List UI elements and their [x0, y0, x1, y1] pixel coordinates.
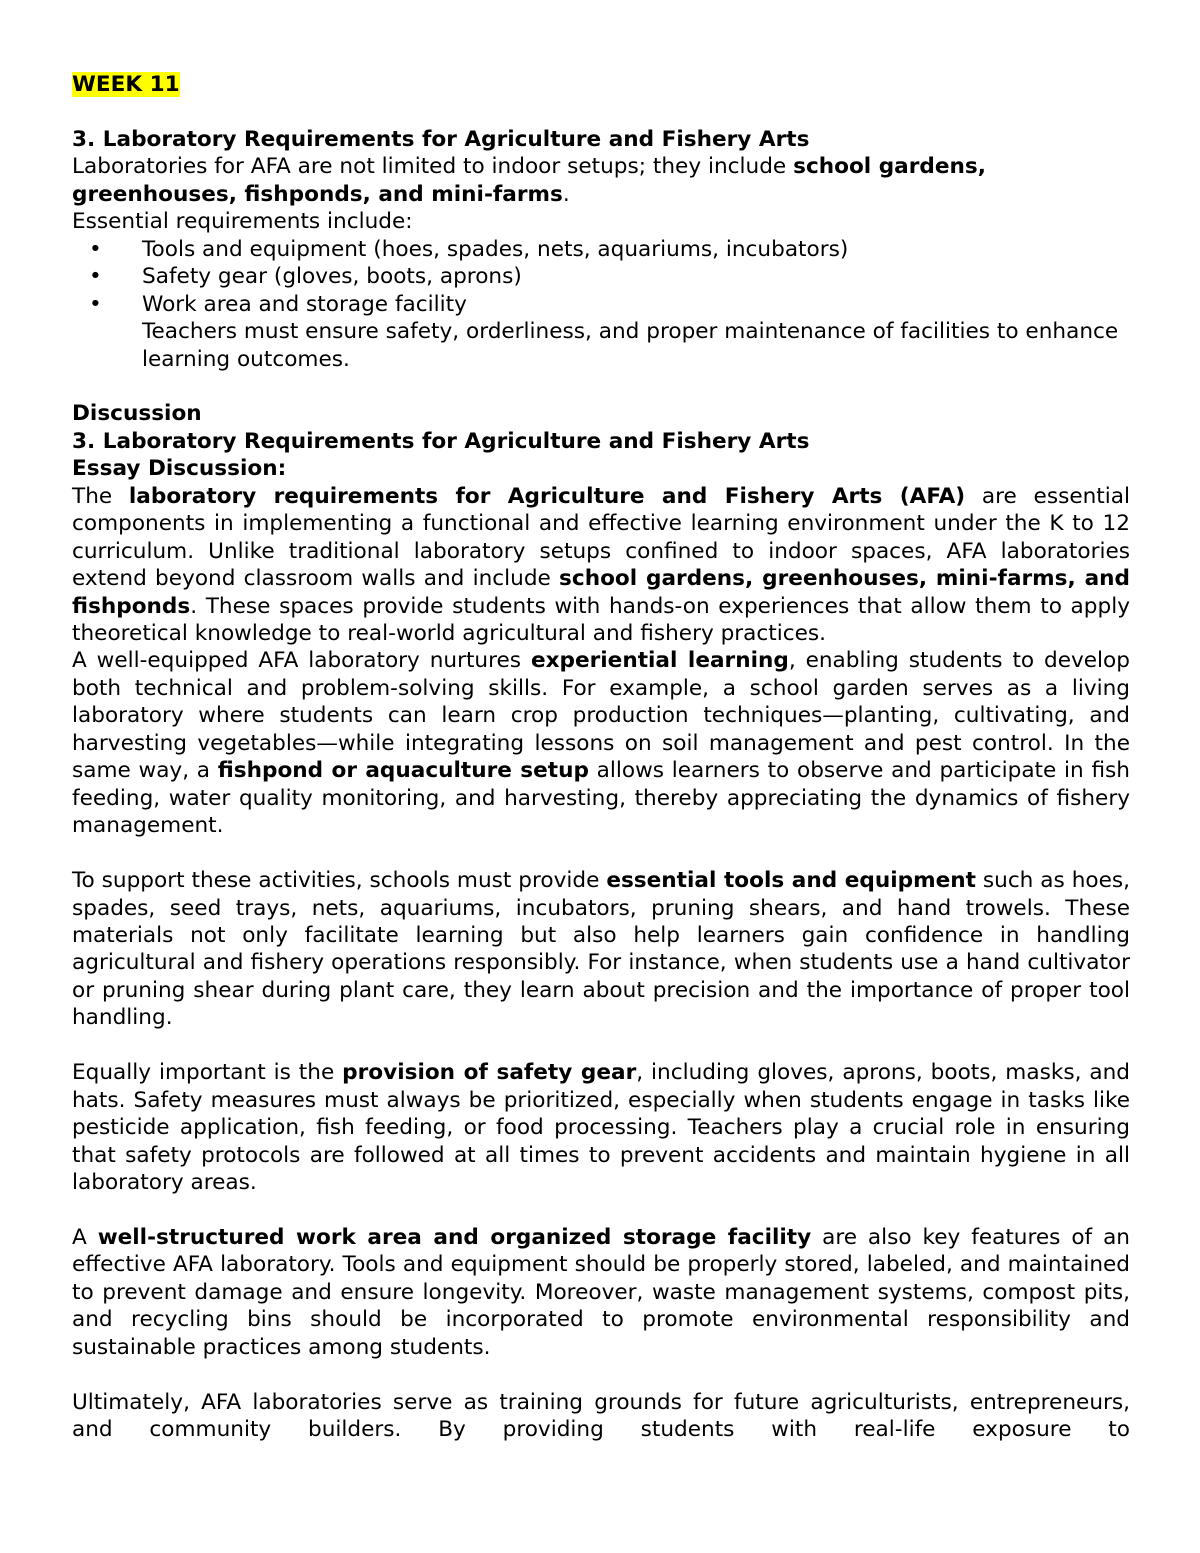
paragraph	[72, 483, 1130, 648]
paragraph	[72, 867, 1130, 1032]
bullet-icon: •	[89, 236, 102, 262]
bold-text: 3. Laboratory Requirements for Agriculture and Fishery Arts	[72, 126, 810, 152]
paragraph	[72, 1224, 1130, 1361]
text: A well-equipped AFA laboratory nurtures	[72, 648, 531, 674]
blank-line	[72, 1197, 1130, 1224]
list-item	[72, 263, 1130, 290]
bold-text: Essay Discussion:	[72, 456, 287, 482]
text: A	[72, 1224, 98, 1250]
bold-text: provision of safety gear	[342, 1060, 637, 1086]
bold-text: fishpond or aquaculture setup	[217, 758, 589, 784]
blank-line	[72, 840, 1130, 867]
list-item	[72, 236, 1130, 263]
bullet-icon: •	[89, 264, 102, 290]
text: Tools and equipment (hoes, spades, nets, aquariums, incubators)	[142, 236, 849, 262]
text: Equally important is the	[72, 1060, 343, 1086]
text: allows learners to observe and participate in fish feeding, water quality monitoring, and harvesting, thereby appreciating the dynamics of fishery management.	[72, 758, 1130, 839]
text: Essential requirements include:	[72, 209, 413, 235]
bold-text: school gardens, greenhouses, fishponds, and mini-farms	[72, 154, 986, 207]
text: such as hoes, spades, seed trays, nets, aquariums, incubators, pruning shears, and hand trowels. These materials not only facilitate learning but also help learners gain confidence in handling agricultural and fishery operations responsibly. For instance, when students use a hand cultivator or pruning shear during plant care, they learn about precision and the importance of proper tool handling.	[72, 868, 1130, 1031]
blank-line	[72, 1361, 1130, 1388]
bold-text: laboratory requirements for Agriculture and Fishery Arts (AFA)	[128, 483, 966, 509]
text: , enabling students to develop both technical and problem-solving skills. For example, a school garden serves as a living laboratory where students can learn crop production techniques—planting, cultivating, and harvesting vegetables—while integrating lessons on soil management and pest control. In the same way, a	[72, 648, 1130, 784]
bullet-list	[72, 236, 1130, 318]
text: Work area and storage facility	[142, 291, 467, 317]
blank-line	[72, 1032, 1130, 1059]
bold-text: essential tools and equipment	[606, 868, 976, 894]
paragraph	[72, 455, 1130, 482]
text: The	[72, 483, 129, 509]
text: Ultimately, AFA laboratories serve as training grounds for future agriculturists, entrepreneurs, and community builders. By providing students with real-life exposure to	[72, 1389, 1130, 1443]
text: To support these activities, schools must provide	[72, 868, 607, 894]
text: , including gloves, aprons, boots, masks, and hats. Safety measures must always be prioritized, especially when students engage in tasks like pesticide application, fish feeding, or food processing. Teachers play a crucial role in ensuring that safety protocols are followed at all times to prevent accidents and maintain hygiene in all laboratory areas.	[72, 1060, 1130, 1196]
bold-text: WEEK 11	[72, 72, 180, 97]
text: Teachers must ensure safety, orderliness, and proper maintenance of facilities to enhance learning outcomes.	[142, 319, 1119, 372]
paragraph	[72, 126, 1130, 153]
text: are essential components in implementing a functional and effective learning environment under the K to 12 curriculum. Unlike traditional laboratory setups confined to indoor spaces, AFA laboratories extend beyond classroom walls and include	[72, 483, 1131, 592]
paragraph	[72, 1059, 1130, 1196]
bold-text: school gardens, greenhouses, mini-farms, and fishponds	[72, 566, 1130, 619]
paragraph	[72, 1389, 1130, 1444]
text: Laboratories for AFA are not limited to indoor setups; they include	[72, 154, 794, 180]
paragraph	[72, 208, 1130, 235]
text: Safety gear (gloves, boots, aprons)	[142, 264, 522, 290]
list-item	[72, 291, 1130, 318]
paragraph	[72, 318, 1130, 373]
paragraph	[72, 400, 1130, 427]
bold-text: Discussion	[72, 401, 202, 427]
week-heading	[72, 71, 1130, 98]
text: are also key features of an effective AFA laboratory. Tools and equipment should be properly stored, labeled, and maintained to prevent damage and ensure longevity. Moreover, waste management systems, compost pits, and recycling bins should be incorporated to promote environmental responsibility and sustainable practices among students.	[72, 1224, 1130, 1360]
document-page	[72, 71, 1130, 1444]
blank-line	[72, 373, 1130, 400]
paragraph	[72, 647, 1130, 839]
text: .	[562, 181, 570, 207]
text: . These spaces provide students with hands-on experiences that allow them to apply theoretical knowledge to real-world agricultural and fishery practices.	[72, 593, 1130, 647]
paragraph	[72, 428, 1130, 455]
bold-text: experiential learning	[530, 648, 789, 674]
bullet-icon: •	[89, 291, 102, 317]
paragraph	[72, 153, 1130, 208]
highlight	[72, 72, 180, 97]
blank-line	[72, 98, 1130, 125]
bold-text: well-structured work area and organized storage facility	[97, 1224, 812, 1250]
bold-text: 3. Laboratory Requirements for Agriculture and Fishery Arts	[72, 428, 810, 454]
